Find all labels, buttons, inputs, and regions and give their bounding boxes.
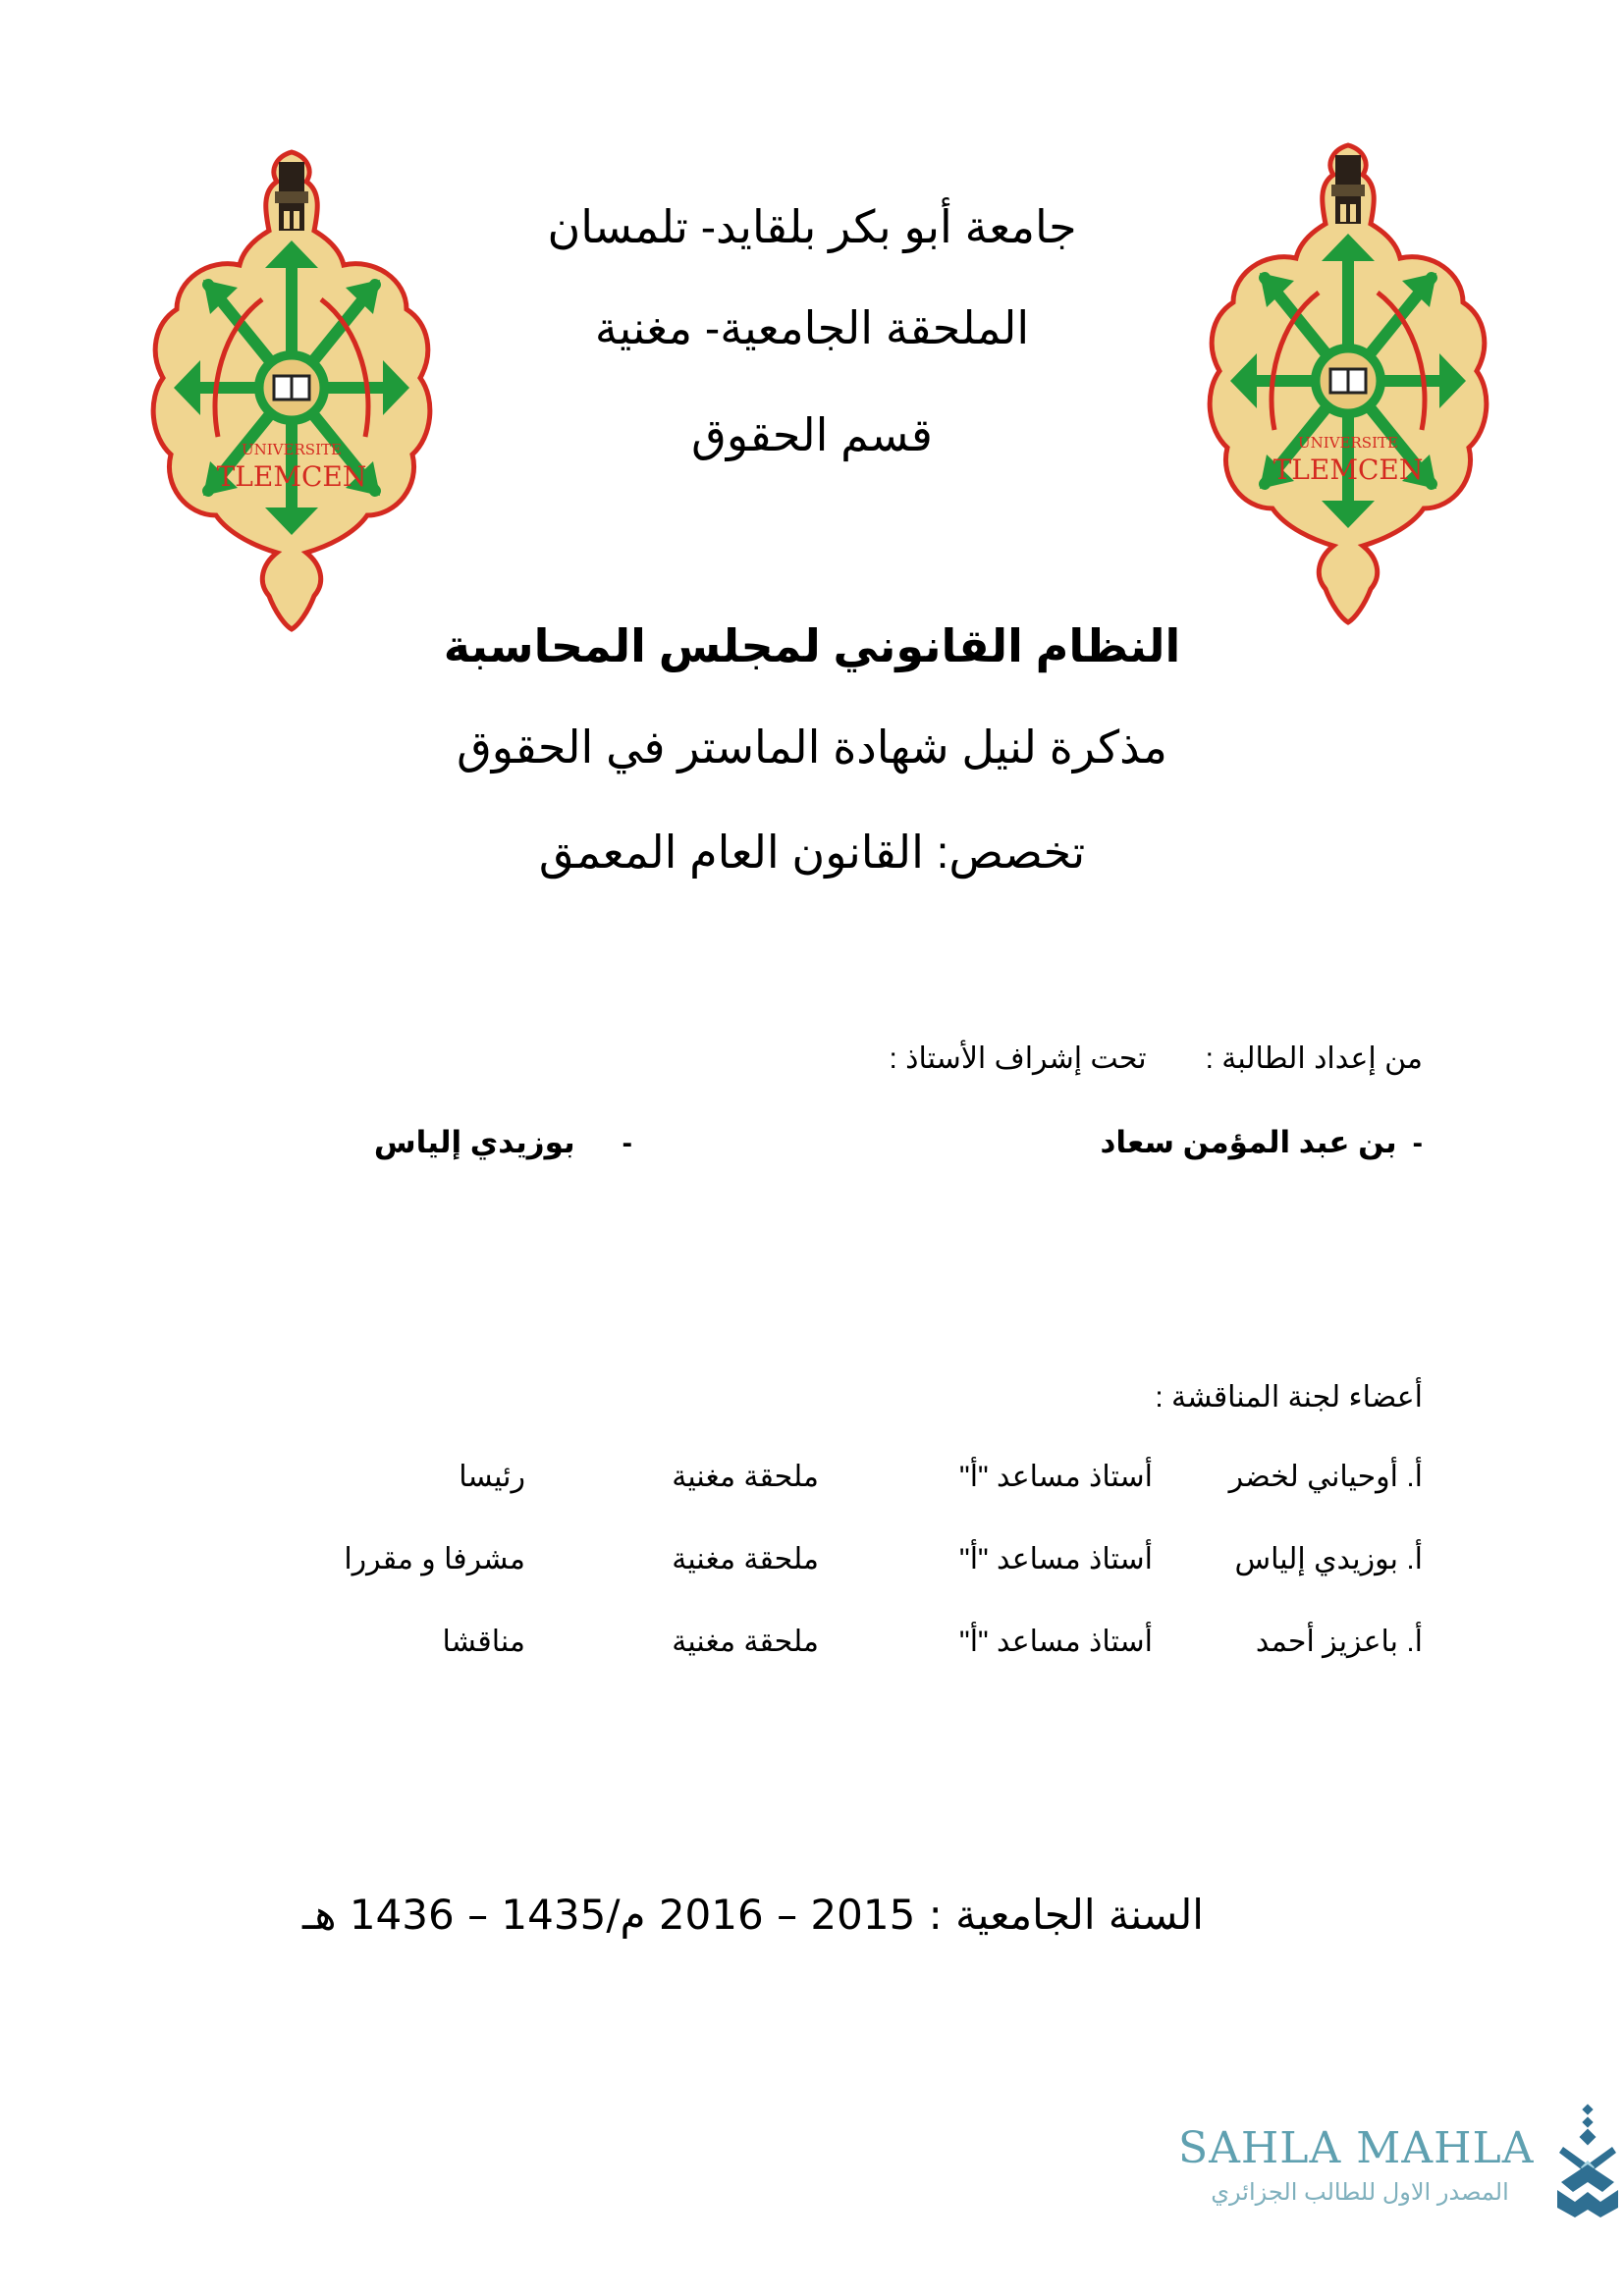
svg-text:UNIVERSITE: UNIVERSITE <box>242 441 342 458</box>
bullet-dash: - <box>1412 1125 1423 1159</box>
svg-text:TLEMCEN: TLEMCEN <box>216 460 367 493</box>
university-name: جامعة أبو بكر بلقايد- تلمسان <box>547 201 1077 252</box>
svg-text:UNIVERSITE: UNIVERSITE <box>1298 434 1398 452</box>
member-rank: أستاذ مساعد "أ" <box>959 1626 1153 1658</box>
member-place: ملحقة مغنية <box>672 1626 819 1658</box>
supervisor-name: بوزيدي إلياس <box>373 1125 575 1159</box>
supervisor-name-row <box>374 1127 632 1158</box>
member-name: أ. بوزيدي إلياس <box>1234 1543 1423 1575</box>
committee-title: أعضاء لجنة المناقشة : <box>1155 1381 1423 1414</box>
authors-labels <box>889 1044 1423 1074</box>
thesis-title: النظام القانوني لمجلس المحاسبة <box>443 620 1181 671</box>
member-place: ملحقة مغنية <box>672 1543 819 1575</box>
sahla-mahla-watermark <box>1168 2115 1624 2223</box>
svg-text:TLEMCEN: TLEMCEN <box>1272 454 1424 486</box>
department-name: قسم الحقوق <box>691 409 933 460</box>
member-role: رئيسا <box>459 1461 525 1493</box>
sahla-mahla-logo-icon <box>1553 2104 1622 2221</box>
student-name: بن عبد المؤمن سعاد <box>1100 1125 1397 1159</box>
student-name-row <box>1100 1127 1423 1158</box>
degree-line: مذكرة لنيل شهادة الماستر في الحقوق <box>457 721 1167 773</box>
academic-year: السنة الجامعية : 2015 – 2016 م/1435 – 1436 هـ <box>302 1891 1204 1939</box>
annex-name: الملحقة الجامعية- مغنية <box>594 302 1030 353</box>
specialty-line: تخصص: القانون العام المعمق <box>538 827 1086 878</box>
committee-row <box>0 1543 1624 1576</box>
member-role: مشرفا و مقررا <box>344 1543 525 1575</box>
member-name: أ. باعزيز أحمد <box>1255 1626 1423 1658</box>
member-place: ملحقة مغنية <box>672 1461 819 1493</box>
member-rank: أستاذ مساعد "أ" <box>959 1543 1153 1575</box>
committee-row <box>0 1626 1624 1659</box>
member-rank: أستاذ مساعد "أ" <box>959 1461 1153 1493</box>
member-role: مناقشا <box>442 1626 525 1658</box>
member-name: أ. أوحياني لخضر <box>1228 1461 1423 1493</box>
committee-row <box>0 1461 1624 1494</box>
watermark-brand: SAHLA MAHLA <box>1178 2123 1535 2173</box>
supervisor-label: تحت إشراف الأستاذ : <box>889 1042 1147 1075</box>
watermark-tagline: المصدر الاول للطالب الجزائري <box>1211 2179 1509 2206</box>
student-label: من إعداد الطالبة : <box>1205 1042 1423 1075</box>
bullet-dash: - <box>622 1125 632 1159</box>
